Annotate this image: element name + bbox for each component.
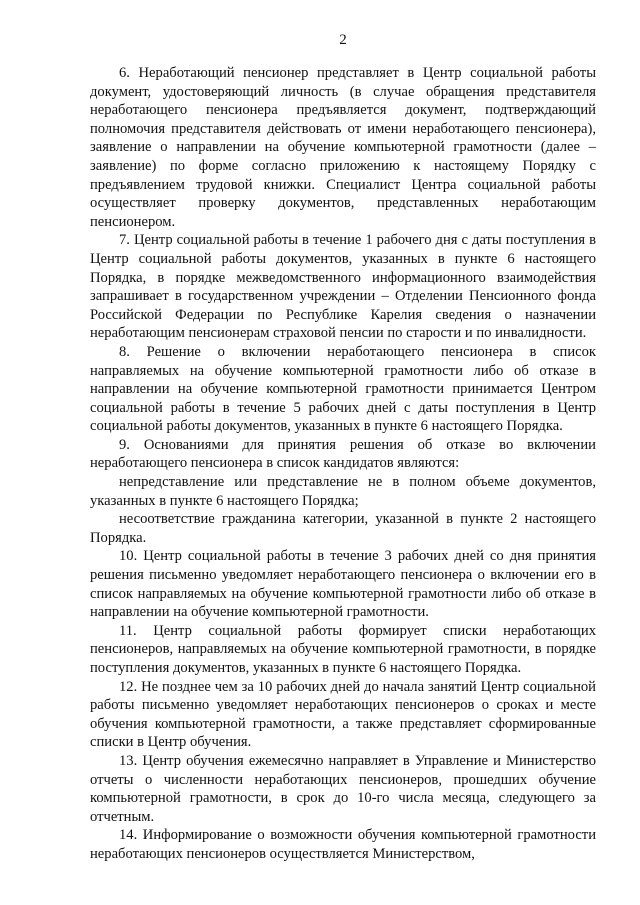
document-page — [90, 30, 596, 864]
paragraph-9-item-2: несоответствие гражданина категории, указанной в пункте 2 настоящего Порядка. — [90, 511, 596, 546]
paragraph-10: 10. Центр социальной работы в течение 3 рабочих дней со дня принятия решения письменно уведомляет неработающего пенсионера о включении его в список направляемых на обучение компьютерной грамотности либо об отказе в направлении на обучение компьютерной грамотности. — [90, 548, 596, 621]
page-number: 2 — [339, 32, 347, 48]
paragraph-13: 13. Центр обучения ежемесячно направляет в Управление и Министерство отчеты о численности неработающих пенсионеров, прошедших обучение компьютерной грамотности, в срок до 10-го числа месяца, следующего за отчетным. — [90, 752, 596, 825]
paragraph-8: 8. Решение о включении неработающего пенсионера в список направляемых на обучение компьютерной грамотности либо об отказе в направлении на обучение компьютерной грамотности принимается Центром социальной работы в течение 5 рабочих дней с даты поступления в Центр социальной работы документов, указанных в пункте 6 настоящего Порядка. — [90, 343, 596, 435]
paragraph-14: 14. Информирование о возможности обучения компьютерной грамотности неработающих пенсионеров осуществляется Министерством, — [90, 827, 596, 862]
paragraph-12: 12. Не позднее чем за 10 рабочих дней до начала занятий Центр социальной работы письменно уведомляет неработающих пенсионеров о сроках и месте обучения компьютерной грамотности, а также представляет сформированные списки в Центр обучения. — [90, 678, 596, 751]
paragraph-6: 6. Неработающий пенсионер представляет в Центр социальной работы документ, удостоверяющий личность (в случае обращения представителя неработающего пенсионера предъявляется документ, подтверждающий полномочия представителя действовать от имени неработающего пенсионера), заявление о направлении на обучение компьютерной грамотности (далее – заявление) по форме согласно приложению к настоящему Порядку с предъявлением трудовой книжки. Специалист Центра социальной работы осуществляет проверку документов, представленных неработающим пенсионером. — [90, 65, 596, 230]
paragraph-9-item-1: непредставление или представление не в полном объеме документов, указанных в пункте 6 настоящего Порядка; — [90, 474, 596, 509]
paragraph-11: 11. Центр социальной работы формирует списки неработающих пенсионеров, направляемых на обучение компьютерной грамотности, в порядке поступления документов, указанных в пункте 6 настоящего Порядка. — [90, 622, 596, 676]
paragraph-7: 7. Центр социальной работы в течение 1 рабочего дня с даты поступления в Центр социальной работы документов, указанных в пункте 6 настоящего Порядка, в порядке межведомственного информационного взаимодействия запрашивает в государственном учреждении – Отделении Пенсионного фонда Российской Федерации по Республике Карелия сведения о назначении неработающим пенсионерам страховой пенсии по старости и по инвалидности. — [90, 232, 596, 342]
paragraph-9: 9. Основаниями для принятия решения об отказе во включении неработающего пенсионера в список кандидатов являются: — [90, 436, 596, 472]
